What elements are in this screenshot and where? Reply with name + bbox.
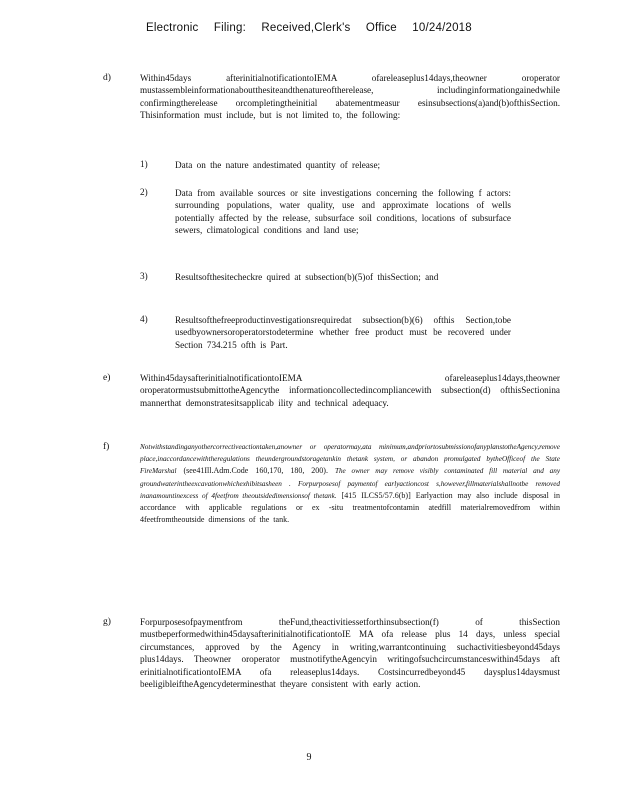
section-g-text: Forpurposesofpaymentfrom theFund,theactivitiessetforthinsubsection(f) of thisSection mustbeperformedwithin45daysafterinitialnotificationtoIE MA ofa release plus 14 days, unless special circumstances, approved by the Agency in writing,warrantcontinuing suchactivitiesbeyond45days plus14days. Theowner oroperator mustnotifytheAgencyin writingofsuchcircumstanceswithin45days aft erinitialnotificationtoIEMA ofa releaseplus14days. Costsincurredbeyond45 daysplus14daysmust beeligibleiftheAgencydeterminesthat theyare consistent with early action. bbox=[140, 617, 560, 690]
section-e-label: e) bbox=[103, 373, 111, 383]
section-f-italic-1: Notwithstandinganyothercorrectiveactiontaken,anowner or operatormay,ata minimum,andpriortosubmissionofanyplanstotheAgency,remove place,inaccordancewiththeregulations theundergroundstoragetankin thetank system, or abandon promulgated bytheOfficeof the State FireMarshal bbox=[140, 443, 560, 476]
section-f-regular-1: (see41Ill.Adm.Code 160,170, 180, 200). bbox=[183, 466, 328, 476]
section-d-text: Within45days afterinitialnotificationtoIEMA ofareleaseplus14days,theowner oroperator mustassembleinformationaboutthesiteandthenatureoftherelease, includinginformationgainedwhile confirmingtherelease orcompletingtheinitial abatementmeasur esinsubsections(a)and(b)ofthisSection. Thisinformation must include, but is not limited to, the following: bbox=[140, 73, 560, 121]
item-4-text: Resultsofthefreeproductinvestigationsrequiredat subsection(b)(6) ofthis Section,tobe usedbyownersoroperatorstodetermine whether free product must be recovered under Section 734.215 ofth is Part. bbox=[175, 315, 511, 350]
page-number: 9 bbox=[306, 752, 312, 763]
item-3-number: 3) bbox=[140, 271, 148, 281]
section-e-text: Within45daysafterinitialnotificationtoIEMA ofareleaseplus14days,theowner oroperatormustsubmittotheAgencythe informationcollectedincompliancewith subsection(d) ofthisSectionina mannerthat demonstratesitsapplicab ility and technical adequacy. bbox=[140, 373, 560, 408]
section-f-label: f) bbox=[103, 442, 110, 452]
item-1-text: Data on the nature andestimated quantity of release; bbox=[175, 160, 381, 170]
section-f-text bbox=[140, 441, 560, 526]
section-d-label: d) bbox=[103, 73, 111, 83]
filing-header: Electronic Filing: Received,Clerk's Office 10/24/2018 bbox=[146, 22, 472, 34]
item-2-number: 2) bbox=[140, 187, 148, 197]
item-3-text: Resultsofthesitecheckre quired at subsection(b)(5)of thisSection; and bbox=[175, 272, 439, 282]
item-4-number: 4) bbox=[140, 314, 148, 324]
section-f-regular-2: [415 ILCS5/57.6(b)] Earlyaction may also include disposal in accordance with applicable regulations or ex -situ treatmentofcontamin atedfill materialremovedfrom within 4feetfromtheoutside dimensions of the tank. bbox=[140, 490, 561, 525]
item-2-text: Data from available sources or site investigations concerning the following f actors: surrounding populations, water quality, use and approximate locations of wells potentially affected by the release, subsurface soil conditions, locations of subsurface sewers, climatological conditions and land use; bbox=[175, 188, 511, 236]
section-g-label: g) bbox=[103, 617, 111, 627]
item-1-number: 1) bbox=[140, 159, 148, 169]
section-f-italic-2: The owner may remove visibly contaminated fill material and any groundwaterintheexcavationwhichexhibitsasheen . Forpurposesof paymentof earlyactioncost s,however,fillmaterialshallnotbe removed inanamountinexcess of 4feetfrom theoutsidedimensionsof thetank. bbox=[140, 467, 561, 500]
